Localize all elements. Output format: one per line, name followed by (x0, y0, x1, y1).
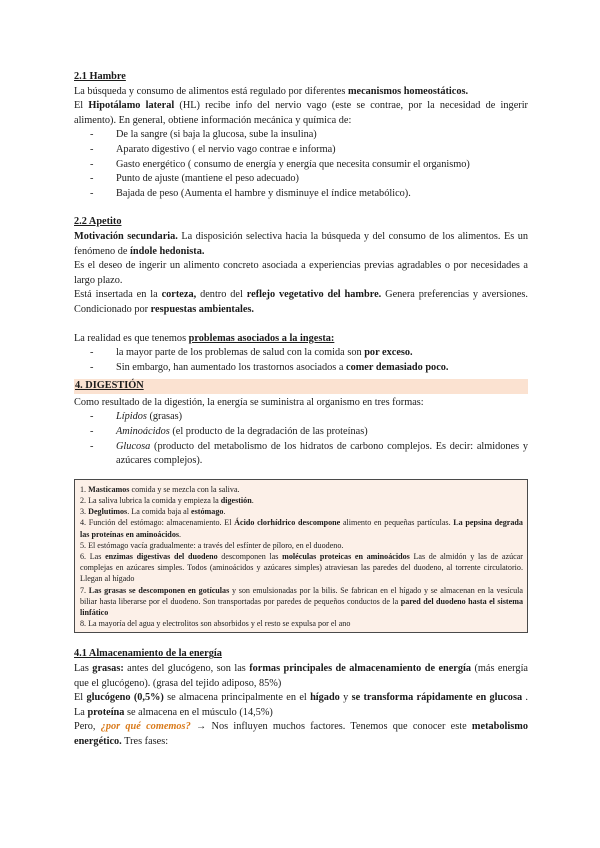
bold-text: estómago (191, 507, 224, 517)
bold-text: índole hedonista. (130, 245, 205, 257)
step-8: 8. La mayoría del agua y electrolitos son absorbidos y el resto se expulsa por el ano (80, 619, 351, 629)
step-4: 4. Función del estómago: almacenamiento. El Ácido clorhídrico descompone alimento en pequeñas partículas. La pepsina degrada las proteínas en aminoácidos. (80, 518, 523, 539)
info-source-list (74, 128, 528, 201)
text: El (74, 692, 87, 704)
text: se almacena en el músculo (14,5%) (124, 706, 273, 718)
list-item (116, 346, 528, 361)
bold-underlined-text: problemas asociados a la ingesta: (188, 332, 335, 344)
problems-list (74, 346, 528, 375)
paragraph (74, 230, 528, 259)
text: La búsqueda y consumo de alimentos está regulado por diferentes (74, 85, 348, 97)
list-item: - Aparato digestivo ( el nervio vago contrae e informa) (116, 143, 528, 158)
bold-text: formas principales de almacenamiento de energía (249, 663, 472, 675)
bold-text: Masticamos (88, 484, 130, 494)
bold-text: Hipotálamo lateral (88, 100, 175, 112)
bold-text: grasas: (92, 663, 124, 675)
text: Tres fases: (121, 736, 169, 748)
text: El (74, 100, 89, 112)
text: 1. (80, 484, 89, 494)
list-item: - Punto de ajuste (mantiene el peso adecuado) (116, 172, 528, 187)
text: Pero, (74, 721, 101, 733)
section-heading-almacenamiento: 4.1 Almacenamiento de la energía (74, 648, 222, 660)
text: 4. Función del estómago: almacenamiento. El (80, 518, 235, 528)
list-item: - De la sangre (si baja la glucosa, sube la insulina) (116, 128, 528, 143)
italic-text: Lípidos (116, 411, 147, 423)
text: Está insertada en la (74, 289, 162, 301)
italic-text: Aminoácidos (116, 426, 170, 438)
section-heading-digestion: 4. DIGESTIÓN (74, 379, 528, 394)
step-7 (80, 585, 523, 619)
paragraph (74, 720, 528, 749)
bold-text: glucógeno (0,5%) (86, 692, 164, 704)
text: descomponen las (217, 552, 283, 562)
list-item: - Gasto energético ( consumo de energía y energía que necesita consumir el organismo) (116, 158, 528, 173)
paragraph (74, 99, 528, 128)
text: 6. Las (80, 552, 106, 562)
text: alimento en pequeñas partículas. (340, 518, 454, 528)
text: Sin embargo, han aumentado los trastornos asociados a (116, 361, 347, 373)
list-item (116, 440, 528, 469)
bold-text: mecanismos homeostáticos. (347, 85, 469, 97)
text: se almacena principalmente en el (163, 692, 311, 704)
highlighted-question: ¿por qué comemos? (100, 721, 191, 733)
paragraph (74, 85, 528, 100)
list-item: - Bajada de peso (Aumenta el hambre y disminuye el índice metabólico). (116, 187, 528, 202)
step-5: 5. El estómago vacía gradualmente: a través del esfínter de píloro, en el duodeno. (80, 540, 344, 550)
text: (el producto de la degradación de las proteínas) (169, 426, 368, 438)
bold-text: digestión (220, 496, 252, 506)
text: . La comida baja al (127, 507, 192, 517)
step-1 (80, 484, 523, 495)
text: dentro del (196, 289, 247, 301)
bold-text: reflejo vegetativo del hambre. (246, 289, 382, 301)
bold-text: proteína (87, 706, 125, 718)
text: antes del glucógeno, son las (123, 663, 250, 675)
step-6 (80, 551, 523, 585)
text: la mayor parte de los problemas de salud con la comida son (116, 347, 365, 359)
list-item (116, 425, 528, 440)
bold-text: Las grasas se descomponen en gotículas (88, 585, 230, 595)
paragraph: Es el deseo de ingerir un alimento concreto asociada a experiencias previas agradables o por necesidades a largo plazo. (74, 260, 528, 286)
energy-forms-list (74, 410, 528, 468)
paragraph (74, 691, 528, 720)
step-2: 2. La saliva lubrica la comida y empieza la digestión. (80, 496, 254, 506)
list-item (116, 410, 528, 425)
bold-text: pared del duodeno hasta el sistema linfático (80, 596, 523, 618)
digestion-steps-box (74, 479, 528, 634)
text: 3. (80, 507, 89, 517)
bold-text: La pepsina degrada las proteínas en aminoácidos (80, 518, 523, 539)
italic-text: Glucosa (116, 440, 151, 452)
text: 2. La saliva lubrica la comida y empieza la (80, 496, 221, 506)
bold-text: metabolismo energético. (74, 721, 528, 748)
step-3: 3. Deglutimos. La comida baja al estómago. (80, 507, 226, 517)
text: 7. (80, 585, 89, 595)
bold-text: Deglutimos (88, 507, 128, 517)
bold-text: hígado (310, 692, 340, 704)
text: y (339, 692, 352, 704)
text: (más energía que el glucógeno). (grasa del tejido adiposo, 85%) (74, 663, 529, 689)
list-item (116, 361, 528, 376)
text: La realidad es que tenemos (74, 332, 189, 344)
text: comida y se mezcla con la saliva. (129, 484, 240, 494)
text: (producto del metabolismo de los hidratos de carbono complejos. Es decir: almidones y azúcares complejos). (116, 440, 528, 467)
text: La disposición selectiva hacia la búsqueda y del consumo de los alimentos. Es un fenómeno de (74, 230, 529, 257)
text: Las de almidón y las de azúcar complejas en azúcares simples. Todos (aminoácidos y azúcares simples) atraviesan las paredes del duodeno, al torrente circulatorio. Llegan al hígado (80, 552, 523, 584)
paragraph (74, 332, 528, 347)
paragraph: Como resultado de la digestión, la energía se suministra al organismo en tres formas: (74, 396, 424, 408)
bold-text: por exceso. (364, 347, 413, 359)
bold-text: Motivación secundaria. (74, 230, 178, 242)
paragraph (74, 662, 528, 691)
text: (grasas) (146, 411, 183, 423)
text: Genera preferencias y aversiones. Condicionado por (74, 289, 528, 315)
bold-text: respuestas ambientales. (150, 303, 255, 315)
section-heading-hambre: 2.1 Hambre (74, 71, 126, 82)
bold-text: enzimas digestivas del duodeno (105, 552, 218, 562)
bold-text: se transforma rápidamente en glucosa (351, 692, 523, 704)
bold-text: comer demasiado poco. (346, 361, 449, 373)
section-heading-apetito: 2.2 Apetito (74, 216, 122, 228)
text: y son emulsionadas por la bilis. Se fabrican en el hígado y se almacenan en la vesícula biliar hasta liberarse por el duodeno. Son transportadas por paredes de pequeños conductos de la (80, 585, 523, 606)
bold-text: Ácido clorhídrico descompone (234, 518, 341, 528)
text: Las (74, 663, 93, 675)
paragraph (74, 288, 528, 317)
text: → Nos influyen muchos factores. Tenemos que conocer este (190, 721, 472, 733)
bold-text: corteza, (161, 289, 197, 301)
text: (HL) recibe info del nervio vago (este se contrae, por la necesidad de ingerir alimento). En general, obtiene información mecánica y química de: (74, 100, 528, 126)
bold-text: moléculas proteicas en aminoácidos (282, 552, 410, 562)
text: . La (74, 692, 529, 718)
document-content (74, 70, 528, 750)
